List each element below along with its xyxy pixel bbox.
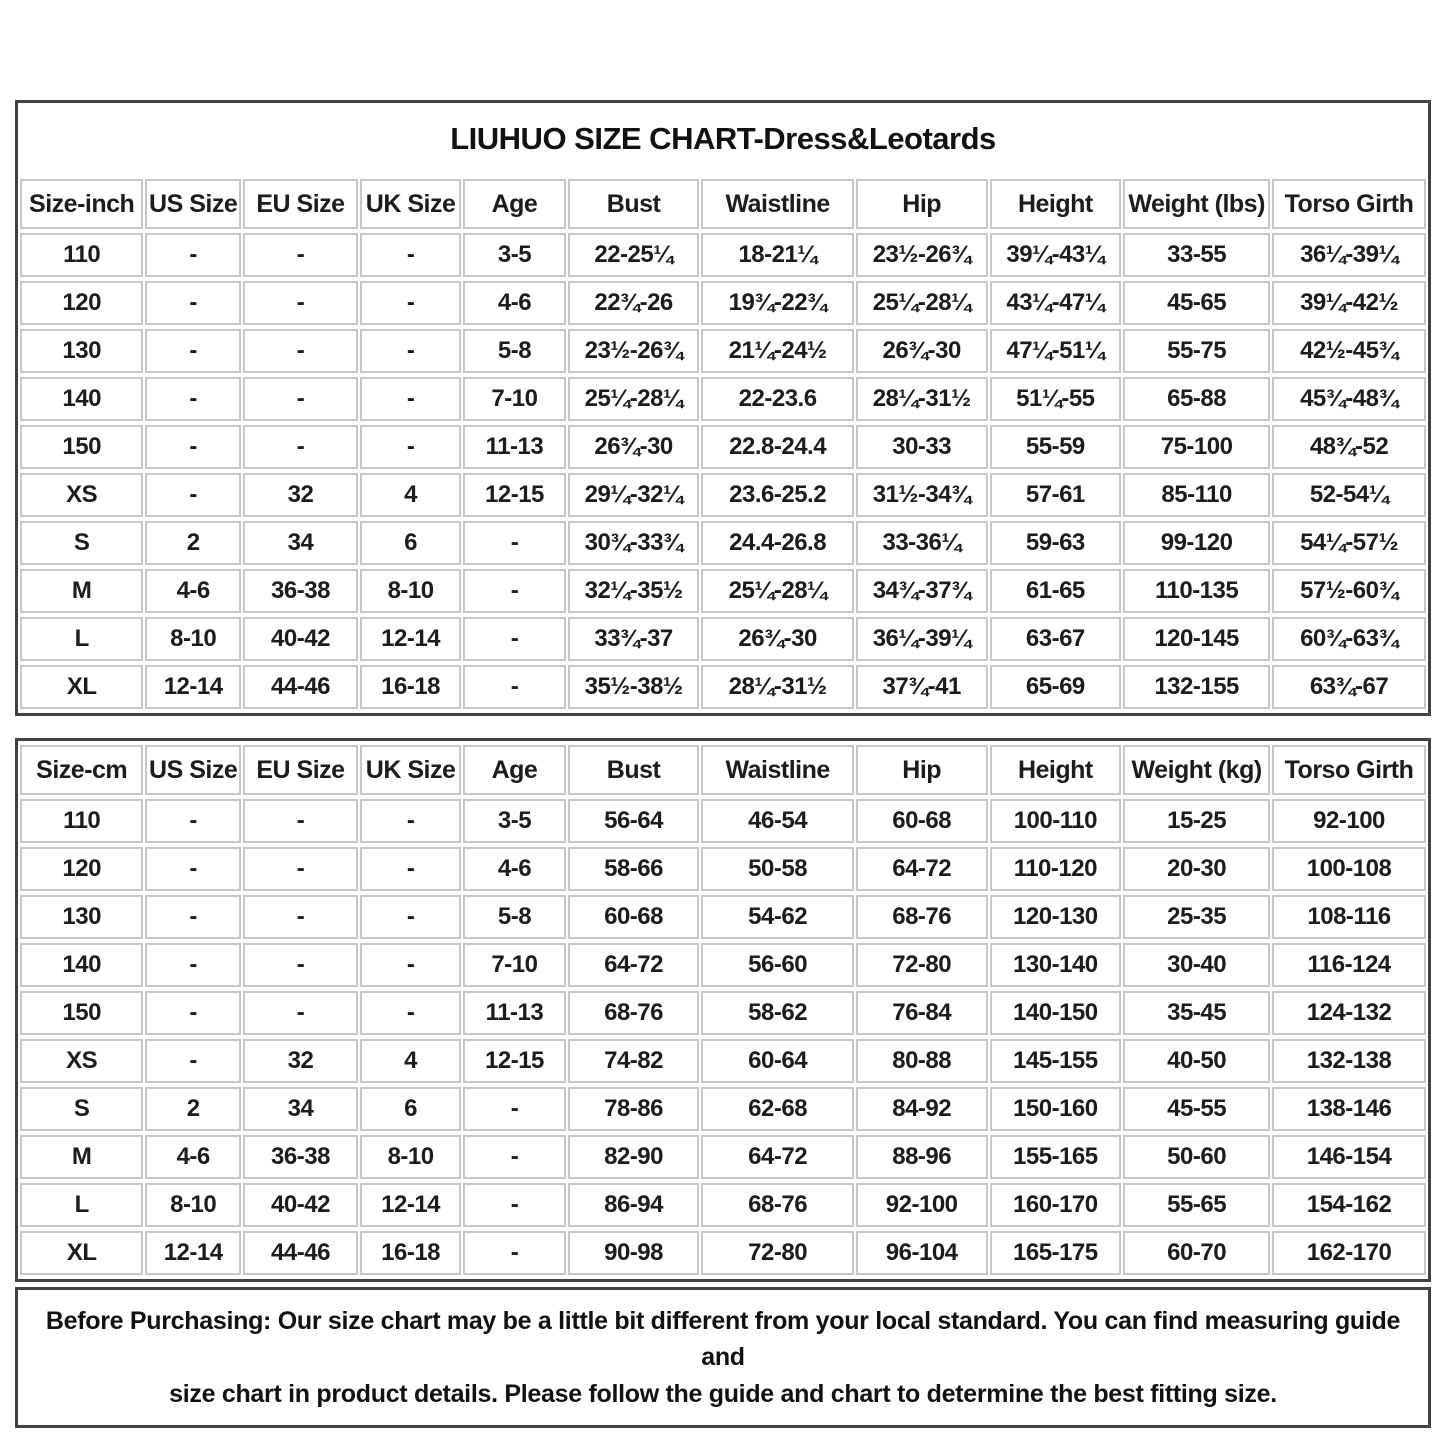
- measurement-cell: -: [360, 799, 461, 843]
- measurement-cell: 11-13: [463, 991, 566, 1035]
- table-row: [20, 617, 1426, 661]
- measurement-cell: -: [145, 1039, 241, 1083]
- measurement-cell: 22.8-24.4: [701, 425, 853, 469]
- measurement-cell: 138-146: [1272, 1087, 1426, 1131]
- measurement-cell: 34¾-37¾: [856, 569, 988, 613]
- measurement-cell: 52-54¼: [1272, 473, 1426, 517]
- size-label-cell: 110: [20, 233, 143, 277]
- measurement-cell: 8-10: [360, 1135, 461, 1179]
- size-label-cell: XS: [20, 473, 143, 517]
- measurement-cell: -: [463, 617, 566, 661]
- measurement-cell: 16-18: [360, 665, 461, 709]
- measurement-cell: -: [463, 1135, 566, 1179]
- table-row: [20, 233, 1426, 277]
- measurement-cell: 110-135: [1123, 569, 1270, 613]
- column-header: Waistline: [701, 745, 853, 795]
- measurement-cell: 2: [145, 521, 241, 565]
- table-row: [20, 895, 1426, 939]
- table-row: [20, 1039, 1426, 1083]
- measurement-cell: 45¾-48¾: [1272, 377, 1426, 421]
- measurement-cell: 26¾-30: [568, 425, 700, 469]
- measurement-cell: -: [145, 281, 241, 325]
- measurement-cell: -: [360, 329, 461, 373]
- size-label-cell: 140: [20, 943, 143, 987]
- measurement-cell: 11-13: [463, 425, 566, 469]
- measurement-cell: 33-36¼: [856, 521, 988, 565]
- measurement-cell: 64-72: [856, 847, 988, 891]
- measurement-cell: 88-96: [856, 1135, 988, 1179]
- size-label-cell: 120: [20, 281, 143, 325]
- measurement-cell: 35½-38½: [568, 665, 700, 709]
- measurement-cell: -: [145, 377, 241, 421]
- size-label-cell: 110: [20, 799, 143, 843]
- column-header: EU Size: [243, 745, 358, 795]
- measurement-cell: 32: [243, 1039, 358, 1083]
- measurement-cell: 96-104: [856, 1231, 988, 1275]
- measurement-cell: -: [360, 847, 461, 891]
- measurement-cell: 22¾-26: [568, 281, 700, 325]
- measurement-cell: 65-88: [1123, 377, 1270, 421]
- measurement-cell: 8-10: [145, 1183, 241, 1227]
- measurement-cell: 108-116: [1272, 895, 1426, 939]
- measurement-cell: -: [243, 895, 358, 939]
- measurement-cell: 4-6: [463, 847, 566, 891]
- measurement-cell: 68-76: [701, 1183, 853, 1227]
- column-header: Size-inch: [20, 179, 143, 229]
- measurement-cell: -: [360, 943, 461, 987]
- measurement-cell: -: [463, 521, 566, 565]
- column-header: Weight (kg): [1123, 745, 1270, 795]
- size-label-cell: 130: [20, 329, 143, 373]
- table-row: [20, 521, 1426, 565]
- measurement-cell: 25¼-28¼: [856, 281, 988, 325]
- measurement-cell: -: [243, 329, 358, 373]
- measurement-cell: 50-60: [1123, 1135, 1270, 1179]
- measurement-cell: 34: [243, 521, 358, 565]
- inch-size-table: [18, 175, 1428, 713]
- measurement-cell: 162-170: [1272, 1231, 1426, 1275]
- table-row: [20, 569, 1426, 613]
- measurement-cell: -: [360, 425, 461, 469]
- measurement-cell: -: [463, 1231, 566, 1275]
- measurement-cell: 7-10: [463, 943, 566, 987]
- measurement-cell: 61-65: [990, 569, 1122, 613]
- measurement-cell: -: [360, 281, 461, 325]
- measurement-cell: 42½-45¾: [1272, 329, 1426, 373]
- column-header: EU Size: [243, 179, 358, 229]
- table-row: [20, 1087, 1426, 1131]
- table-row: [20, 377, 1426, 421]
- column-header: Weight (lbs): [1123, 179, 1270, 229]
- measurement-cell: 100-110: [990, 799, 1122, 843]
- measurement-cell: 62-68: [701, 1087, 853, 1131]
- measurement-cell: 19¾-22¾: [701, 281, 853, 325]
- measurement-cell: 75-100: [1123, 425, 1270, 469]
- measurement-cell: 25-35: [1123, 895, 1270, 939]
- measurement-cell: 55-59: [990, 425, 1122, 469]
- measurement-cell: 78-86: [568, 1087, 700, 1131]
- measurement-cell: 30-40: [1123, 943, 1270, 987]
- measurement-cell: -: [243, 991, 358, 1035]
- column-header: Height: [990, 179, 1122, 229]
- measurement-cell: -: [243, 425, 358, 469]
- measurement-cell: 12-14: [360, 617, 461, 661]
- table-row: [20, 665, 1426, 709]
- measurement-cell: 64-72: [568, 943, 700, 987]
- size-label-cell: L: [20, 617, 143, 661]
- measurement-cell: 60-68: [856, 799, 988, 843]
- table-row: [20, 1231, 1426, 1275]
- cm-header-row: [20, 745, 1426, 795]
- measurement-cell: 45-55: [1123, 1087, 1270, 1131]
- cm-size-table: [18, 741, 1428, 1279]
- measurement-cell: 12-14: [145, 1231, 241, 1275]
- measurement-cell: 33-55: [1123, 233, 1270, 277]
- measurement-cell: 99-120: [1123, 521, 1270, 565]
- measurement-cell: 120-130: [990, 895, 1122, 939]
- measurement-cell: -: [243, 943, 358, 987]
- column-header: Torso Girth: [1272, 179, 1426, 229]
- measurement-cell: 140-150: [990, 991, 1122, 1035]
- measurement-cell: -: [145, 943, 241, 987]
- measurement-cell: 57-61: [990, 473, 1122, 517]
- measurement-cell: 92-100: [1272, 799, 1426, 843]
- measurement-cell: 160-170: [990, 1183, 1122, 1227]
- measurement-cell: 44-46: [243, 1231, 358, 1275]
- measurement-cell: -: [145, 847, 241, 891]
- column-header: Torso Girth: [1272, 745, 1426, 795]
- size-label-cell: XL: [20, 665, 143, 709]
- measurement-cell: -: [145, 233, 241, 277]
- measurement-cell: 155-165: [990, 1135, 1122, 1179]
- measurement-cell: 44-46: [243, 665, 358, 709]
- measurement-cell: -: [360, 233, 461, 277]
- measurement-cell: 48¾-52: [1272, 425, 1426, 469]
- size-label-cell: 140: [20, 377, 143, 421]
- measurement-cell: 130-140: [990, 943, 1122, 987]
- measurement-cell: 35-45: [1123, 991, 1270, 1035]
- measurement-cell: -: [243, 377, 358, 421]
- table-row: [20, 425, 1426, 469]
- measurement-cell: -: [463, 569, 566, 613]
- measurement-cell: 154-162: [1272, 1183, 1426, 1227]
- measurement-cell: 8-10: [360, 569, 461, 613]
- measurement-cell: 7-10: [463, 377, 566, 421]
- table-row: [20, 799, 1426, 843]
- measurement-cell: 76-84: [856, 991, 988, 1035]
- measurement-cell: 16-18: [360, 1231, 461, 1275]
- measurement-cell: 6: [360, 1087, 461, 1131]
- measurement-cell: 58-62: [701, 991, 853, 1035]
- measurement-cell: 23½-26¾: [856, 233, 988, 277]
- measurement-cell: 8-10: [145, 617, 241, 661]
- measurement-cell: 146-154: [1272, 1135, 1426, 1179]
- measurement-cell: 36-38: [243, 1135, 358, 1179]
- measurement-cell: 82-90: [568, 1135, 700, 1179]
- measurement-cell: 132-138: [1272, 1039, 1426, 1083]
- measurement-cell: -: [145, 895, 241, 939]
- measurement-cell: -: [360, 377, 461, 421]
- measurement-cell: 29¼-32¼: [568, 473, 700, 517]
- measurement-cell: 92-100: [856, 1183, 988, 1227]
- measurement-cell: 60-64: [701, 1039, 853, 1083]
- measurement-cell: 60-70: [1123, 1231, 1270, 1275]
- measurement-cell: -: [145, 425, 241, 469]
- measurement-cell: -: [360, 991, 461, 1035]
- measurement-cell: 50-58: [701, 847, 853, 891]
- measurement-cell: 59-63: [990, 521, 1122, 565]
- measurement-cell: 54¼-57½: [1272, 521, 1426, 565]
- measurement-cell: 12-14: [360, 1183, 461, 1227]
- measurement-cell: 80-88: [856, 1039, 988, 1083]
- measurement-cell: 57½-60¾: [1272, 569, 1426, 613]
- size-label-cell: M: [20, 569, 143, 613]
- column-header: US Size: [145, 745, 241, 795]
- table-row: [20, 943, 1426, 987]
- column-header: Hip: [856, 179, 988, 229]
- measurement-cell: -: [243, 281, 358, 325]
- measurement-cell: 4-6: [145, 569, 241, 613]
- measurement-cell: -: [243, 233, 358, 277]
- measurement-cell: 56-60: [701, 943, 853, 987]
- column-header: Size-cm: [20, 745, 143, 795]
- measurement-cell: -: [463, 1087, 566, 1131]
- measurement-cell: 2: [145, 1087, 241, 1131]
- measurement-cell: -: [145, 329, 241, 373]
- measurement-cell: 63¾-67: [1272, 665, 1426, 709]
- measurement-cell: 74-82: [568, 1039, 700, 1083]
- measurement-cell: 60¾-63¾: [1272, 617, 1426, 661]
- measurement-cell: 63-67: [990, 617, 1122, 661]
- measurement-cell: 165-175: [990, 1231, 1122, 1275]
- column-header: US Size: [145, 179, 241, 229]
- measurement-cell: 60-68: [568, 895, 700, 939]
- size-label-cell: XS: [20, 1039, 143, 1083]
- size-label-cell: M: [20, 1135, 143, 1179]
- measurement-cell: 5-8: [463, 895, 566, 939]
- measurement-cell: 124-132: [1272, 991, 1426, 1035]
- measurement-cell: 68-76: [856, 895, 988, 939]
- measurement-cell: 100-108: [1272, 847, 1426, 891]
- purchase-note-line-1: Before Purchasing: Our size chart may be a little bit different from your local standard. You can find measuring guide and: [45, 1307, 1401, 1372]
- size-label-cell: S: [20, 521, 143, 565]
- measurement-cell: 12-14: [145, 665, 241, 709]
- measurement-cell: 32: [243, 473, 358, 517]
- measurement-cell: 55-75: [1123, 329, 1270, 373]
- measurement-cell: -: [145, 799, 241, 843]
- measurement-cell: 4: [360, 1039, 461, 1083]
- measurement-cell: 20-30: [1123, 847, 1270, 891]
- measurement-cell: 24.4-26.8: [701, 521, 853, 565]
- measurement-cell: 22-23.6: [701, 377, 853, 421]
- measurement-cell: 4-6: [463, 281, 566, 325]
- measurement-cell: 15-25: [1123, 799, 1270, 843]
- measurement-cell: 40-42: [243, 1183, 358, 1227]
- size-label-cell: 150: [20, 425, 143, 469]
- measurement-cell: 23.6-25.2: [701, 473, 853, 517]
- measurement-cell: 51¼-55: [990, 377, 1122, 421]
- table-row: [20, 991, 1426, 1035]
- measurement-cell: 18-21¼: [701, 233, 853, 277]
- table-row: [20, 329, 1426, 373]
- table-row: [20, 1183, 1426, 1227]
- measurement-cell: 12-15: [463, 473, 566, 517]
- size-label-cell: 120: [20, 847, 143, 891]
- measurement-cell: 45-65: [1123, 281, 1270, 325]
- measurement-cell: 120-145: [1123, 617, 1270, 661]
- measurement-cell: 86-94: [568, 1183, 700, 1227]
- measurement-cell: 39¼-42½: [1272, 281, 1426, 325]
- measurement-cell: 47¼-51¼: [990, 329, 1122, 373]
- column-header: UK Size: [360, 745, 461, 795]
- measurement-cell: -: [360, 895, 461, 939]
- measurement-cell: 54-62: [701, 895, 853, 939]
- measurement-cell: 116-124: [1272, 943, 1426, 987]
- measurement-cell: 12-15: [463, 1039, 566, 1083]
- measurement-cell: 22-25¼: [568, 233, 700, 277]
- column-header: Bust: [568, 179, 700, 229]
- measurement-cell: 40-42: [243, 617, 358, 661]
- measurement-cell: -: [463, 1183, 566, 1227]
- column-header: Height: [990, 745, 1122, 795]
- measurement-cell: 28¼-31½: [856, 377, 988, 421]
- size-label-cell: XL: [20, 1231, 143, 1275]
- measurement-cell: 4: [360, 473, 461, 517]
- measurement-cell: 36¼-39¼: [856, 617, 988, 661]
- measurement-cell: 64-72: [701, 1135, 853, 1179]
- measurement-cell: -: [463, 665, 566, 709]
- measurement-cell: 36¼-39¼: [1272, 233, 1426, 277]
- measurement-cell: 21¼-24½: [701, 329, 853, 373]
- measurement-cell: 28¼-31½: [701, 665, 853, 709]
- measurement-cell: 4-6: [145, 1135, 241, 1179]
- size-chart: [15, 100, 1431, 1428]
- measurement-cell: 46-54: [701, 799, 853, 843]
- inch-header-row: [20, 179, 1426, 229]
- measurement-cell: 72-80: [856, 943, 988, 987]
- table-row: [20, 1135, 1426, 1179]
- measurement-cell: 84-92: [856, 1087, 988, 1131]
- measurement-cell: 110-120: [990, 847, 1122, 891]
- measurement-cell: 150-160: [990, 1087, 1122, 1131]
- measurement-cell: 55-65: [1123, 1183, 1270, 1227]
- table-row: [20, 281, 1426, 325]
- measurement-cell: 68-76: [568, 991, 700, 1035]
- cm-size-table-section: [15, 738, 1431, 1282]
- purchase-note-line-2: size chart in product details. Please follow the guide and chart to determine the best fitting size.: [169, 1379, 1277, 1408]
- measurement-cell: 34: [243, 1087, 358, 1131]
- measurement-cell: -: [145, 991, 241, 1035]
- measurement-cell: 31½-34¾: [856, 473, 988, 517]
- column-header: Hip: [856, 745, 988, 795]
- measurement-cell: 56-64: [568, 799, 700, 843]
- measurement-cell: 5-8: [463, 329, 566, 373]
- measurement-cell: 40-50: [1123, 1039, 1270, 1083]
- measurement-cell: 6: [360, 521, 461, 565]
- size-label-cell: L: [20, 1183, 143, 1227]
- measurement-cell: 132-155: [1123, 665, 1270, 709]
- measurement-cell: 30¾-33¾: [568, 521, 700, 565]
- column-header: Age: [463, 179, 566, 229]
- measurement-cell: 25¼-28¼: [701, 569, 853, 613]
- measurement-cell: 39¼-43¼: [990, 233, 1122, 277]
- column-header: UK Size: [360, 179, 461, 229]
- measurement-cell: 26¾-30: [701, 617, 853, 661]
- measurement-cell: 85-110: [1123, 473, 1270, 517]
- table-row: [20, 473, 1426, 517]
- size-label-cell: 130: [20, 895, 143, 939]
- measurement-cell: 37¾-41: [856, 665, 988, 709]
- measurement-cell: 3-5: [463, 233, 566, 277]
- measurement-cell: 26¾-30: [856, 329, 988, 373]
- measurement-cell: 33¾-37: [568, 617, 700, 661]
- inch-size-table-section: [15, 100, 1431, 716]
- measurement-cell: 30-33: [856, 425, 988, 469]
- measurement-cell: 72-80: [701, 1231, 853, 1275]
- measurement-cell: 23½-26¾: [568, 329, 700, 373]
- measurement-cell: 90-98: [568, 1231, 700, 1275]
- measurement-cell: 145-155: [990, 1039, 1122, 1083]
- page-title: LIUHUO SIZE CHART-Dress&Leotards: [450, 121, 996, 156]
- size-label-cell: S: [20, 1087, 143, 1131]
- measurement-cell: -: [243, 847, 358, 891]
- measurement-cell: 65-69: [990, 665, 1122, 709]
- measurement-cell: 3-5: [463, 799, 566, 843]
- column-header: Age: [463, 745, 566, 795]
- measurement-cell: 36-38: [243, 569, 358, 613]
- column-header: Bust: [568, 745, 700, 795]
- measurement-cell: 58-66: [568, 847, 700, 891]
- measurement-cell: 25¼-28¼: [568, 377, 700, 421]
- column-header: Waistline: [701, 179, 853, 229]
- measurement-cell: -: [243, 799, 358, 843]
- size-label-cell: 150: [20, 991, 143, 1035]
- purchase-note: [15, 1287, 1431, 1428]
- measurement-cell: 32¼-35½: [568, 569, 700, 613]
- table-row: [20, 847, 1426, 891]
- measurement-cell: 43¼-47¼: [990, 281, 1122, 325]
- measurement-cell: -: [145, 473, 241, 517]
